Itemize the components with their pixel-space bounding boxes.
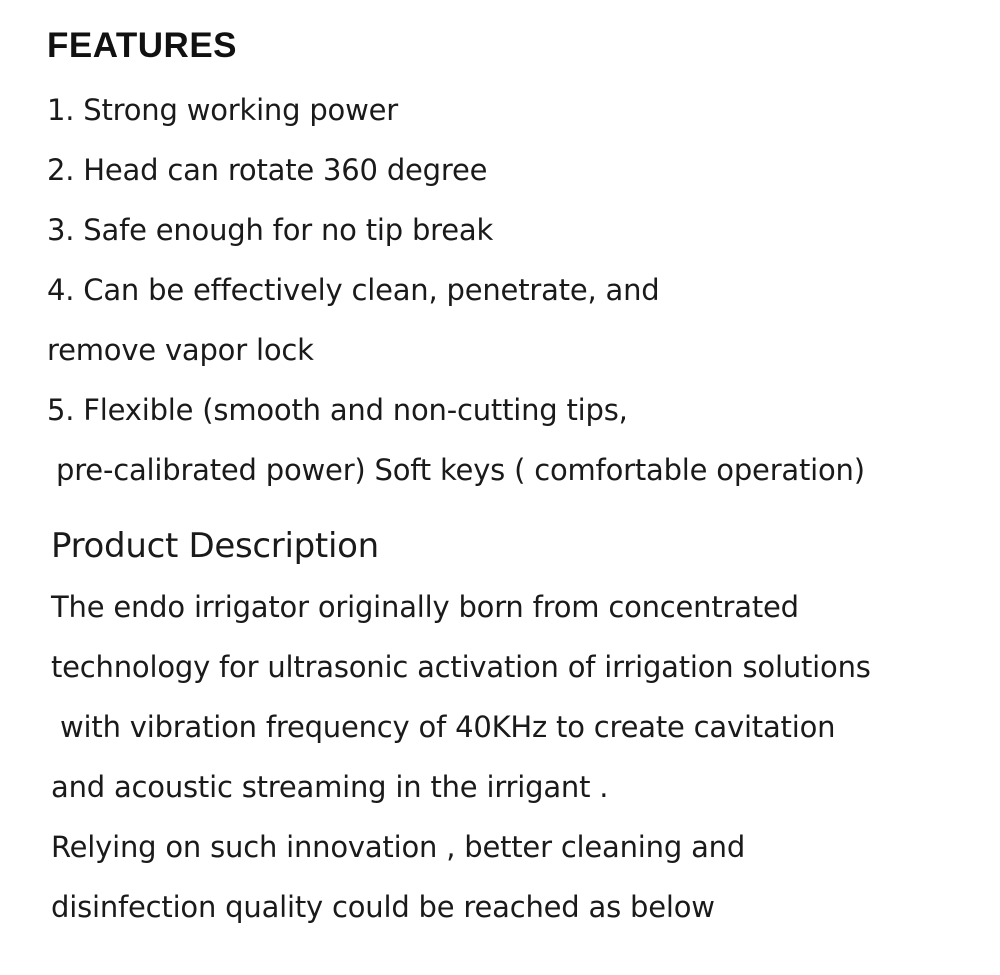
- feature-line: 1. Strong working power: [47, 93, 398, 127]
- features-list: [47, 80, 865, 500]
- description-line: The endo irrigator originally born from concentrated: [51, 590, 799, 624]
- description-line: with vibration frequency of 40KHz to create cavitation: [51, 710, 836, 744]
- feature-line: 4. Can be effectively clean, penetrate, and: [47, 273, 660, 307]
- feature-line: remove vapor lock: [47, 333, 314, 367]
- description-line: disinfection quality could be reached as below: [51, 890, 715, 924]
- description-line: and acoustic streaming in the irrigant .: [51, 770, 609, 804]
- description-line: technology for ultrasonic activation of irrigation solutions: [51, 650, 871, 684]
- product-description-body: [51, 577, 871, 937]
- feature-line: pre-calibrated power) Soft keys ( comfortable operation): [47, 453, 865, 487]
- feature-line: 3. Safe enough for no tip break: [47, 213, 494, 247]
- features-heading: FEATURES: [47, 26, 238, 65]
- feature-line: 2. Head can rotate 360 degree: [47, 153, 488, 187]
- feature-line: 5. Flexible (smooth and non-cutting tips,: [47, 393, 628, 427]
- product-description-heading: Product Description: [51, 526, 379, 566]
- description-line: Relying on such innovation , better cleaning and: [51, 830, 746, 864]
